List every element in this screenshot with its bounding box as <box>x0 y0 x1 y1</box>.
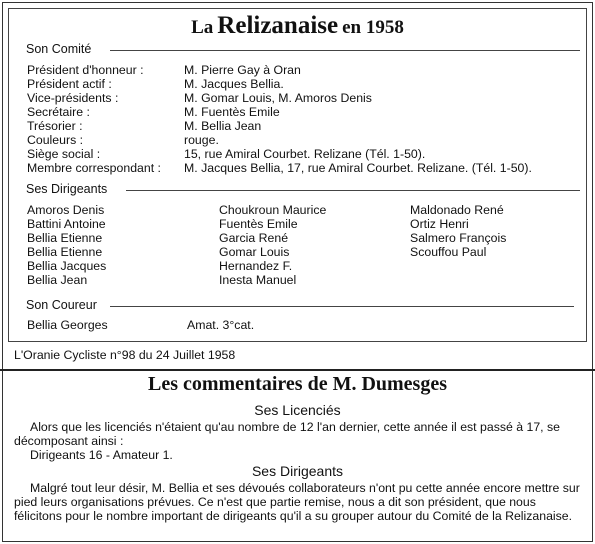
licencies-heading: Ses Licenciés <box>254 402 341 418</box>
dirigeants-text: Malgré tout leur désir, M. Bellia et ses dévoués collaborateurs n'ont pu cette année encore mettre sur pied leurs organisations prévues. Ce n'est que partie remise, nous a dit son président, que nous félicitons pour le nombre important de dirigeants qu'il a su grouper autour du Comité de la Relizanaise. <box>14 481 580 523</box>
comite-label: Président actif : <box>27 77 112 91</box>
comite-value: M. Jacques Bellia, 17, rue Amiral Courbet. Relizane. (Tél. 1-50). <box>184 161 532 175</box>
comite-heading: Son Comité <box>26 42 92 56</box>
comite-label: Siège social : <box>27 147 101 161</box>
coureur-category: Amat. 3°cat. <box>187 318 255 332</box>
comite-value: 15, rue Amiral Courbet. Relizane (Tél. 1-50). <box>184 147 426 161</box>
commentaires-title: Les commentaires de M. Dumesges <box>147 373 447 395</box>
comite-label: Membre correspondant : <box>27 161 161 175</box>
dirigeants-heading: Ses Dirigeants <box>26 182 108 196</box>
page-title <box>0 12 595 40</box>
dirigeant-name: Bellia Etienne <box>27 231 103 245</box>
dirigeants-comment-heading: Ses Dirigeants <box>251 463 344 479</box>
comite-value: M. Bellia Jean <box>184 119 262 133</box>
dirigeant-name: Maldonado René <box>410 203 504 217</box>
comite-label: Couleurs : <box>27 133 84 147</box>
licencies-detail: Dirigeants 16 - Amateur 1. <box>30 448 173 462</box>
comite-value: M. Fuentès Emile <box>184 105 280 119</box>
comite-value: rouge. <box>184 133 219 147</box>
dirigeant-name: Bellia Jean <box>27 273 88 287</box>
dirigeant-name: Garcia René <box>219 231 289 245</box>
dirigeant-name: Inesta Manuel <box>219 273 297 287</box>
divider <box>0 369 595 371</box>
dirigeants-rule <box>126 190 580 191</box>
dirigeant-name: Fuentès Emile <box>219 217 298 231</box>
dirigeant-name: Salmero François <box>410 231 507 245</box>
comite-label: Secrétaire : <box>27 105 90 119</box>
dirigeant-name: Hernandez F. <box>219 259 293 273</box>
title-suffix: en 1958 <box>342 17 404 38</box>
dirigeant-name: Battini Antoine <box>27 217 106 231</box>
comite-value: M. Jacques Bellia. <box>184 77 284 91</box>
comite-value: M. Gomar Louis, M. Amoros Denis <box>184 91 372 105</box>
source-citation: L'Oranie Cycliste n°98 du 24 Juillet 1958 <box>14 348 236 362</box>
dirigeant-name: Gomar Louis <box>219 245 290 259</box>
dirigeant-name: Bellia Etienne <box>27 245 103 259</box>
comite-label: Trésorier : <box>27 119 83 133</box>
comite-value: M. Pierre Gay à Oran <box>184 63 301 77</box>
info-box <box>8 8 587 342</box>
dirigeant-name: Amoros Denis <box>27 203 105 217</box>
coureur-heading: Son Coureur <box>26 298 97 312</box>
licencies-paragraph <box>14 420 584 462</box>
dirigeant-name: Scouffou Paul <box>410 245 487 259</box>
comite-label: Président d'honneur : <box>27 63 144 77</box>
title-prefix: La <box>191 17 214 38</box>
coureur-rule <box>110 306 574 307</box>
comite-rule <box>110 50 580 51</box>
licencies-text: Alors que les licenciés n'étaient qu'au nombre de 12 l'an dernier, cette année il est passé à 17, se décomposant ainsi : <box>14 420 560 448</box>
dirigeant-name: Bellia Jacques <box>27 259 107 273</box>
comite-label: Vice-présidents : <box>27 91 119 105</box>
dirigeant-name: Choukroun Maurice <box>219 203 327 217</box>
dirigeants-paragraph <box>14 481 584 523</box>
coureur-name: Bellia Georges <box>27 318 108 332</box>
dirigeant-name: Ortiz Henri <box>410 217 469 231</box>
title-name: Relizanaise <box>217 12 339 39</box>
